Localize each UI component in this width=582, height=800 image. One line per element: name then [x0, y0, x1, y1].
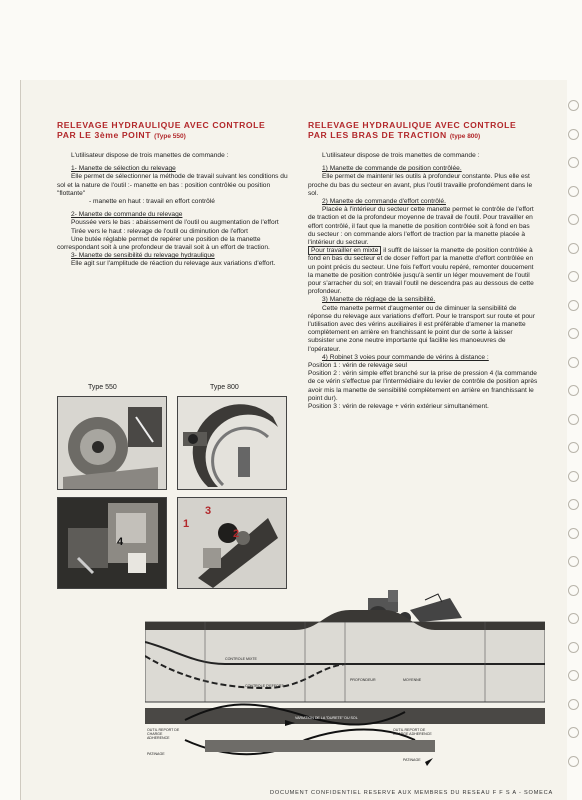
left-item3-heading: 3- Manette de sensibilité du relevage hydraulique	[71, 252, 215, 260]
binder-hole	[568, 585, 579, 596]
label-patinage-right: PATINAGE	[403, 758, 421, 762]
left-title-type: (Type 550)	[154, 133, 186, 140]
right-position-3: Position 3 : vérin de relevage + vérin extérieur simultanément.	[308, 403, 489, 411]
footer-confidential: DOCUMENT CONFIDENTIEL RESERVE AUX MEMBRES DU RESEAU F F S A - SOMECA	[270, 790, 554, 796]
binder-hole	[568, 300, 579, 311]
label-moyenne: MOYENNE	[403, 678, 422, 682]
right-column	[308, 120, 538, 411]
left-item2-body2: Tirée vers le haut : relevage de l'outil ou diminution de l'effort	[71, 227, 248, 235]
binder-hole	[568, 499, 579, 510]
binder-hole	[568, 699, 579, 710]
right-intro: L'utilisateur dispose de trois manettes de commande :	[322, 152, 480, 159]
binder-hole	[568, 528, 579, 539]
right-title	[308, 120, 538, 142]
left-item1-heading: 1- Manette de sélection du relevage	[71, 165, 176, 173]
label-profondeur: PROFONDEUR	[350, 678, 376, 682]
right-mixte-body: il suffit de laisser la manette de position contrôlée à fond en bas du secteur et de doser l'effort par la manette d'effort contrôlée en un point précis du secteur. Une fois l'effort voulu repéré, remonter doucement la manette de position contrôlée jusqu'à sentir un léger mouvement de l'outil pour s'arracher du sol; en travail l'outil ne descendra pas au dessous de cette profondeur.	[308, 247, 534, 296]
photo-550-bottom	[57, 497, 167, 589]
left-item1-body: Elle permet de sélectionner la méthode de travail suivant les conditions du sol et la nature de l'outil :- manette en bas : position contrôlée ou position "flottante"	[57, 173, 288, 197]
binder-hole	[568, 670, 579, 681]
right-position-1: Position 1 : vérin de relevage seul	[308, 362, 407, 370]
caption-type-550: Type 550	[88, 384, 117, 391]
right-mixte-box: Pour travailler en mixte	[308, 246, 381, 255]
right-p2-heading: 2) Manette de commande d'effort contrôlé.	[322, 198, 446, 206]
right-title-line1: RELEVAGE HYDRAULIQUE AVEC CONTROLE	[308, 120, 517, 130]
left-item2-body1: Poussée vers le bas : abaissement de l'outil ou augmentation de l'effort	[71, 219, 279, 227]
binder-hole	[568, 471, 579, 482]
left-title-line2: PAR LE 3ème POINT	[57, 130, 152, 140]
binder-hole	[568, 129, 579, 140]
right-p3-body: Cette manette permet d'augmenter ou de diminuer la sensibilité de réponse du relevage aux variations d'effort. Pour le transport sur route et pour l'utilisation avec des vérins auxiliaires il est préférable d'amener la manette complètement en arrière en franchissant le point dur de sorte à laisser subsister une zone neutre importante qui facilite les manoeuvres de l'opérateur.	[308, 304, 535, 353]
right-p3-heading: 3) Manette de réglage de la sensibilité.	[322, 296, 436, 304]
right-position-2: Position 2 : vérin simple effet branché sur la prise de pression 4 (la commande de ce vérin s'effectue par l'intermédiaire du levier de contrôle de position après avoir mis la manette de sensibilité complètement en arrière en franchissant le point dur).	[308, 370, 538, 402]
left-item2-body3: Une butée réglable permet de repérer une position de la manette correspondant soit à une profondeur de travail soit à un effort de traction.	[57, 235, 270, 252]
binder-hole	[568, 556, 579, 567]
binder-hole	[568, 186, 579, 197]
binder-hole	[568, 642, 579, 653]
photo-number-2: 2	[233, 528, 240, 540]
photo-800-top	[177, 396, 287, 490]
photo-550-top	[57, 396, 167, 490]
left-title-line1: RELEVAGE HYDRAULIQUE AVEC CONTROLE	[57, 120, 266, 130]
left-column	[57, 120, 289, 269]
caption-type-800: Type 800	[210, 384, 239, 391]
right-p4-heading: 4) Robinet 3 voies pour commande de vérins à distance :	[322, 353, 489, 361]
soil-control-diagram	[145, 580, 545, 778]
label-outil-left: OUTIL REPORT DE CHARGE ADHERENCE	[147, 728, 180, 740]
binder-hole	[568, 214, 579, 225]
binder-hole	[568, 727, 579, 738]
binder-hole	[568, 328, 579, 339]
right-p2-body: Placée à l'intérieur du secteur cette manette permet le contrôle de l'effort de traction et de la profondeur moyenne de travail de l'outil. Pour travailler en effort contrôlé, il faut que la manette de position contrôlée soit à fond en bas du secteur : on commande alors l'effort de traction par la manette placée à l'intérieur du secteur.	[308, 206, 534, 247]
right-title-line2: PAR LES BRAS DE TRACTION	[308, 130, 447, 140]
binder-hole	[568, 613, 579, 624]
photo-number-4: 4	[117, 536, 124, 548]
label-controle-mixte: CONTROLE MIXTE	[225, 657, 257, 661]
left-item3-body: Elle agit sur l'amplitude de réaction du relevage aux variations d'effort.	[71, 260, 276, 268]
photo-number-3: 3	[205, 505, 212, 517]
label-outil-right: OUTIL REPORT DE CHARGE ADHERENCE	[393, 728, 432, 736]
photo-800-bottom	[177, 497, 287, 589]
right-p1-heading: 1) Manette de commande de position contrôlée.	[322, 165, 462, 173]
photo-number-1: 1	[183, 518, 190, 530]
binder-hole	[568, 100, 579, 111]
binder-holes	[566, 100, 582, 800]
binder-hole	[568, 385, 579, 396]
label-variation-durete: VARIATION DE LA "DURETE" DU SOL	[295, 716, 358, 720]
right-p1-body: Elle permet de maintenir les outils à profondeur constante. Plus elle est proche du bas du secteur en avant, plus l'outil travaille profondément dans le sol.	[308, 173, 533, 197]
binder-hole	[568, 157, 579, 168]
label-controle-effort: CONTROLE D'EFFORT	[245, 684, 284, 688]
right-title-type: (type 800)	[449, 133, 481, 140]
left-item2-heading: 2- Manette de commande du relevage	[71, 211, 183, 219]
binder-hole	[568, 271, 579, 282]
binder-hole	[568, 414, 579, 425]
binder-hole	[568, 357, 579, 368]
left-intro: L'utilisateur dispose de trois manettes de commande :	[71, 152, 229, 159]
left-title	[57, 120, 289, 142]
binder-hole	[568, 756, 579, 767]
label-patinage-left: PATINAGE	[147, 752, 165, 756]
binder-hole	[568, 442, 579, 453]
binder-hole	[568, 243, 579, 254]
left-item1-haut: - manette en haut : travail en effort contrôlé	[89, 198, 215, 206]
